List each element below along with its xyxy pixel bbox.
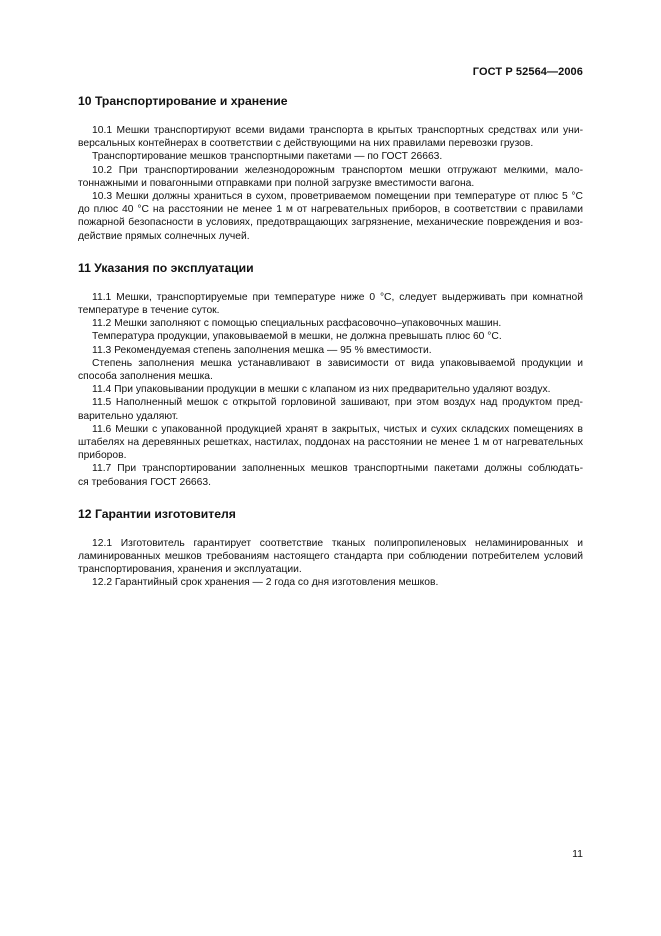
text-line: приборов. xyxy=(78,450,127,462)
text-line: 11.2 Мешки заполняют с помощью специальных расфасовочно–упаковочных машин. xyxy=(92,318,502,330)
document-body xyxy=(78,94,583,608)
text-line: способа заполнения мешка. xyxy=(78,371,213,383)
document-code: ГОСТ Р 52564—2006 xyxy=(472,66,583,78)
text-line: температуре в течение суток. xyxy=(78,305,220,317)
text-line: транспортирования, хранения и эксплуатации. xyxy=(78,564,302,576)
text-line: 11.5 Наполненный мешок с открытой горловиной зашивают, при этом воздух над продуктом пред- xyxy=(92,397,583,409)
text-line: Степень заполнения мешка устанавливают в зависимости от вида упаковываемой продукции и xyxy=(92,357,583,369)
text-line: 11.4 При упаковывании продукции в мешки с клапаном из них предварительно удаляют воздух. xyxy=(92,384,551,396)
text-line: 12.2 Гарантийный срок хранения — 2 года со дня изготовления мешков. xyxy=(92,577,439,589)
text-line: 10.1 Мешки транспортируют всеми видами транспорта в крытых транспортных средствах или уни- xyxy=(92,125,583,136)
section-11 xyxy=(78,261,583,489)
text-line: до плюс 40 °С на расстоянии не менее 1 м от нагревательных приборов, в соответствии с правилами xyxy=(78,204,583,216)
text-line: 12.1 Изготовитель гарантирует соответствие тканых полипропиленовых неламинированных и xyxy=(92,537,583,549)
section-10 xyxy=(78,94,583,243)
text-line: 11.1 Мешки, транспортируемые при температуре ниже 0 °С, следует выдерживать при комнатной xyxy=(92,291,583,303)
text-line: 11.6 Мешки с упакованной продукцией хранят в закрытых, чистых и сухих складских помещениях в xyxy=(92,423,583,435)
section-title: 10 Транспортирование и хранение xyxy=(78,94,288,108)
text-line: ламинированных мешков требованиям настоящего стандарта при соблюдении потребителем условий xyxy=(78,551,583,563)
text-line: пожарной безопасности в условиях, предотвращающих загрязнение, механические повреждения и воз- xyxy=(78,217,583,229)
text-line: 10.3 Мешки должны храниться в сухом, проветриваемом помещении при температуре от плюс 5 °С xyxy=(92,191,583,203)
text-line: тоннажными и повагонными отправками при полной загрузке вместимости вагона. xyxy=(78,177,475,189)
text-line: действие прямых солнечных лучей. xyxy=(78,230,250,242)
text-line: Температура продукции, упаковываемой в мешки, не должна превышать плюс 60 °С. xyxy=(92,331,502,343)
text-line: Транспортирование мешков транспортными пакетами — по ГОСТ 26663. xyxy=(92,151,443,163)
text-line: 10.2 При транспортировании железнодорожным транспортом мешки отгружают мелкими, мало- xyxy=(92,164,583,176)
text-line: варительно удаляют. xyxy=(78,410,179,422)
text-line: версальных контейнерах в соответствии с действующими на них правилами перевозки грузов. xyxy=(78,138,534,150)
text-line: 11.3 Рекомендуемая степень заполнения мешка — 95 % вместимости. xyxy=(92,344,432,356)
section-title: 12 Гарантии изготовителя xyxy=(78,506,236,521)
section-title: 11 Указания по эксплуатации xyxy=(78,260,254,275)
text-line: 11.7 При транспортировании заполненных мешков транспортными пакетами должны соблюдать- xyxy=(92,463,583,475)
section-12 xyxy=(78,507,583,590)
text-line: штабелях на деревянных решетках, настилах, поддонах на расстоянии не менее 1 м от нагревательных xyxy=(78,437,583,449)
page-number: 11 xyxy=(572,848,583,860)
text-line: ся требования ГОСТ 26663. xyxy=(78,476,211,488)
